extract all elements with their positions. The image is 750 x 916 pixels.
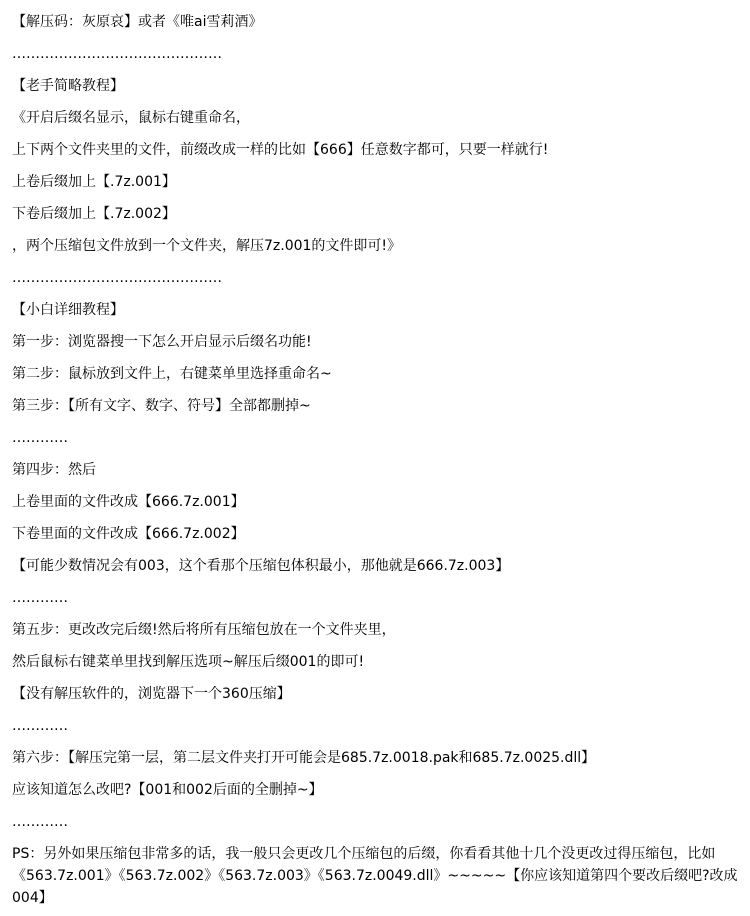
divider-dots-short: ………… bbox=[12, 430, 68, 446]
text-line: 应该知道怎么改吧?【001和002后面的全删掉~】 bbox=[12, 782, 323, 798]
text-line: ，两个压缩包文件放到一个文件夹，解压7z.001的文件即可!》 bbox=[12, 238, 402, 254]
text-line: 然后鼠标右键菜单里找到解压选项~解压后缀001的即可! bbox=[12, 654, 365, 670]
ps-paragraph: PS：另外如果压缩包非常多的话，我一般只会更改几个压缩包的后缀，你看看其他十几个没更改过得压缩包，比如《563.7z.001》《563.7z.002》《563.7z.003》《563.7z.0049.dll》~~~~~【你应该知道第四个要改后缀吧?改成004】 bbox=[12, 846, 738, 906]
text-line: 《开启后缀名显示，鼠标右键重命名， bbox=[12, 110, 250, 126]
divider-dots-short: ………… bbox=[12, 718, 68, 734]
text-line: 下卷里面的文件改成【666.7z.002】 bbox=[12, 526, 245, 542]
divider-dots-short: ………… bbox=[12, 814, 68, 830]
step-three: 第三步：【所有文字、数字、符号】全部都删掉~ bbox=[12, 398, 311, 414]
step-five: 第五步：更改改完后缀!然后将所有压缩包放在一个文件夹里， bbox=[12, 622, 396, 638]
text-line: 【没有解压软件的，浏览器下一个360压缩】 bbox=[12, 686, 291, 702]
password-line: 【解压码：灰原哀】或者《唯ai雪莉酒》 bbox=[12, 14, 263, 30]
document-body bbox=[12, 9, 740, 909]
text-line: 上卷里面的文件改成【666.7z.001】 bbox=[12, 494, 245, 510]
divider-dots: ……………………………………… bbox=[12, 46, 222, 62]
step-two: 第二步：鼠标放到文件上，右键菜单里选择重命名~ bbox=[12, 366, 332, 382]
text-line: 上下两个文件夹里的文件，前缀改成一样的比如【666】任意数字都可，只要一样就行! bbox=[12, 142, 549, 158]
text-line: 下卷后缀加上【.7z.002】 bbox=[12, 206, 176, 222]
section-heading-beginner: 【小白详细教程】 bbox=[12, 302, 124, 318]
section-heading-expert: 【老手简略教程】 bbox=[12, 78, 124, 94]
step-one: 第一步：浏览器搜一下怎么开启显示后缀名功能! bbox=[12, 334, 312, 350]
text-line: 上卷后缀加上【.7z.001】 bbox=[12, 174, 176, 190]
divider-dots: ……………………………………… bbox=[12, 270, 222, 286]
step-four: 第四步：然后 bbox=[12, 462, 96, 478]
text-line: 【可能少数情况会有003，这个看那个压缩包体积最小，那他就是666.7z.003】 bbox=[12, 558, 510, 574]
divider-dots-short: ………… bbox=[12, 590, 68, 606]
step-six: 第六步：【解压完第一层，第二层文件夹打开可能会是685.7z.0018.pak和685.7z.0025.dll】 bbox=[12, 750, 596, 766]
